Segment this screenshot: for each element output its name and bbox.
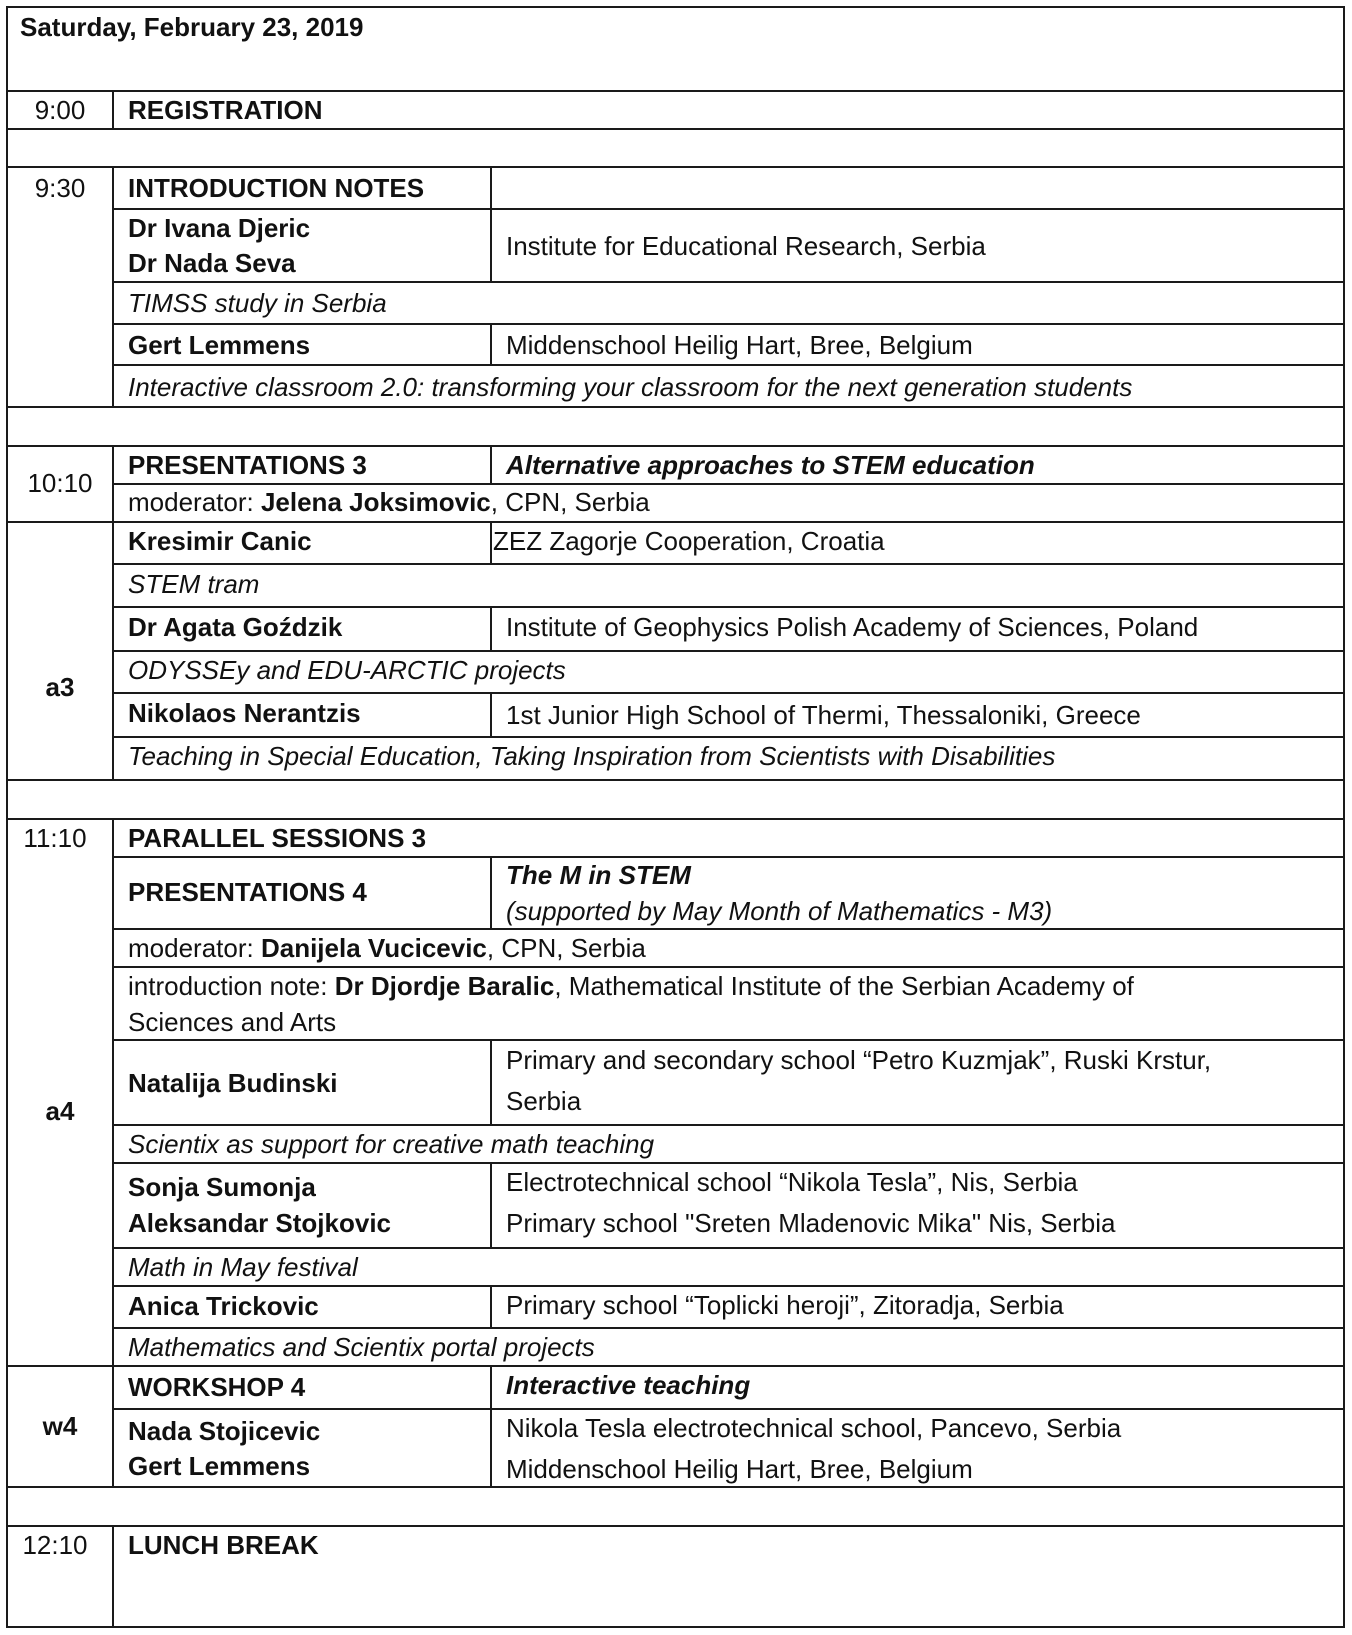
table-rule xyxy=(114,281,1345,283)
speaker-affiliation: ZEZ Zagorje Cooperation, Croatia xyxy=(493,526,885,556)
speaker-name: Sonja Sumonja xyxy=(128,1172,316,1202)
table-rule xyxy=(114,1247,1345,1249)
speaker-name: Gert Lemmens xyxy=(128,1451,311,1481)
speaker-affiliation: Nikola Tesla electrotechnical school, Pancevo, Serbia xyxy=(506,1413,1122,1443)
session-workshop4-title: WORKSHOP 4 xyxy=(128,1372,306,1402)
table-rule xyxy=(114,692,1345,694)
speaker-name: Dr Ivana Djeric xyxy=(128,213,311,243)
speaker-affiliation: 1st Junior High School of Thermi, Thessaloniki, Greece xyxy=(506,700,1141,730)
session-workshop4-theme: Interactive teaching xyxy=(506,1370,751,1400)
table-rule xyxy=(490,692,492,738)
talk-title: Mathematics and Scientix portal projects xyxy=(128,1332,595,1362)
table-rule xyxy=(114,856,1345,858)
table-rule xyxy=(114,1327,1345,1329)
table-rule xyxy=(6,445,1345,447)
room-w4: w4 xyxy=(42,1411,78,1441)
table-rule xyxy=(490,606,492,652)
table-rule xyxy=(6,1365,1345,1367)
intro-note-line-2: Sciences and Arts xyxy=(128,1007,337,1037)
table-rule xyxy=(114,606,1345,608)
speaker-name: Gert Lemmens xyxy=(128,330,311,360)
speaker-name: Natalija Budinski xyxy=(128,1068,338,1098)
moderator-name: Jelena Joksimovic xyxy=(260,487,491,517)
time-registration: 9:00 xyxy=(34,95,86,125)
table-rule xyxy=(490,1039,492,1126)
speaker-name: Dr Agata Goździk xyxy=(128,612,343,642)
speaker-affiliation: Institute for Educational Research, Serbia xyxy=(506,231,986,261)
table-rule xyxy=(112,445,114,781)
intro-note-line xyxy=(128,969,1134,1003)
talk-title: Math in May festival xyxy=(128,1252,358,1282)
table-rule xyxy=(6,521,1345,523)
table-rule xyxy=(6,406,1345,408)
speaker-affiliation: Primary and secondary school “Petro Kuzmjak”, Ruski Krstur, xyxy=(506,1045,1212,1075)
moderator-name: Danijela Vucicevic xyxy=(260,933,487,963)
table-rule xyxy=(114,966,1345,968)
table-rule xyxy=(114,1408,1345,1410)
border-top xyxy=(6,6,1345,8)
talk-title: STEM tram xyxy=(128,569,260,599)
text-segment: moderator: xyxy=(128,933,261,963)
table-rule xyxy=(490,856,492,930)
border-left xyxy=(6,6,8,1628)
page-date: Saturday, February 23, 2019 xyxy=(20,12,364,42)
table-rule xyxy=(114,928,1345,930)
time-parallel: 11:10 xyxy=(23,823,87,853)
table-rule xyxy=(6,818,1345,820)
table-rule xyxy=(490,1162,492,1249)
table-rule xyxy=(114,1162,1345,1164)
speaker-name: Aleksandar Stojkovic xyxy=(128,1208,391,1238)
table-rule xyxy=(112,166,114,408)
moderator-line xyxy=(128,485,650,519)
table-rule xyxy=(114,1124,1345,1126)
talk-title: TIMSS study in Serbia xyxy=(128,288,387,318)
table-rule xyxy=(490,1365,492,1488)
table-rule xyxy=(114,1039,1345,1041)
text-segment: , CPN, Serbia xyxy=(490,487,650,517)
speaker-affiliation: Middenschool Heilig Hart, Bree, Belgium xyxy=(506,330,973,360)
intro-note-name: Dr Djordje Baralic xyxy=(334,971,555,1001)
table-rule xyxy=(112,90,114,130)
session-parallel-title: PARALLEL SESSIONS 3 xyxy=(128,823,427,853)
room-a4: a4 xyxy=(45,1096,75,1126)
table-rule xyxy=(114,364,1345,366)
table-rule xyxy=(6,128,1345,130)
speaker-affiliation: Institute of Geophysics Polish Academy of Sciences, Poland xyxy=(506,612,1199,642)
table-rule xyxy=(6,1525,1345,1527)
table-rule xyxy=(6,166,1345,168)
schedule-table xyxy=(6,6,1345,1628)
time-intro: 9:30 xyxy=(34,173,86,203)
session-registration: REGISTRATION xyxy=(128,95,323,125)
table-rule xyxy=(6,1486,1345,1488)
text-segment: introduction note: xyxy=(128,971,335,1001)
border-bottom xyxy=(6,1626,1345,1628)
speaker-affiliation: Primary school "Sreten Mladenovic Mika" Nis, Serbia xyxy=(506,1208,1116,1238)
table-rule xyxy=(112,818,114,1488)
session-pres3-title: PRESENTATIONS 3 xyxy=(128,450,367,480)
speaker-name: Nikolaos Nerantzis xyxy=(128,698,361,728)
speaker-name: Anica Trickovic xyxy=(128,1291,319,1321)
table-rule xyxy=(6,90,1345,92)
talk-title: ODYSSEy and EDU-ARCTIC projects xyxy=(128,655,566,685)
time-pres3: 10:10 xyxy=(27,468,93,498)
table-rule xyxy=(114,1285,1345,1287)
table-rule xyxy=(490,166,492,283)
text-segment: , Mathematical Institute of the Serbian Academy of xyxy=(554,971,1134,1001)
text-segment: moderator: xyxy=(128,487,261,517)
session-lunch: LUNCH BREAK xyxy=(128,1530,319,1560)
talk-title: Scientix as support for creative math teaching xyxy=(128,1129,655,1159)
table-rule xyxy=(490,521,492,565)
table-rule xyxy=(490,323,492,366)
time-lunch: 12:10 xyxy=(22,1530,88,1560)
table-rule xyxy=(6,779,1345,781)
table-rule xyxy=(114,563,1345,565)
speaker-name: Dr Nada Seva xyxy=(128,248,296,278)
session-pres4-theme: The M in STEM xyxy=(506,860,691,890)
room-a3: a3 xyxy=(45,672,75,702)
speaker-name: Nada Stojicevic xyxy=(128,1416,321,1446)
border-right xyxy=(1343,6,1345,1628)
session-pres4-theme-sub: (supported by May Month of Mathematics - M3) xyxy=(506,896,1053,926)
session-intro-title: INTRODUCTION NOTES xyxy=(128,173,425,203)
speaker-affiliation: Primary school “Toplicki heroji”, Zitoradja, Serbia xyxy=(506,1290,1064,1320)
session-pres4-title: PRESENTATIONS 4 xyxy=(128,877,367,907)
table-rule xyxy=(490,445,492,485)
moderator-line xyxy=(128,931,646,965)
table-rule xyxy=(114,323,1345,325)
table-rule xyxy=(490,1285,492,1329)
text-segment: , CPN, Serbia xyxy=(486,933,646,963)
table-rule xyxy=(114,736,1345,738)
speaker-affiliation: Electrotechnical school “Nikola Tesla”, Nis, Serbia xyxy=(506,1167,1078,1197)
talk-title: Teaching in Special Education, Taking Inspiration from Scientists with Disabilities xyxy=(128,741,1056,771)
table-rule xyxy=(114,208,1345,210)
table-rule xyxy=(114,650,1345,652)
speaker-affiliation: Middenschool Heilig Hart, Bree, Belgium xyxy=(506,1454,973,1484)
speaker-affiliation: Serbia xyxy=(506,1086,582,1116)
session-pres3-theme: Alternative approaches to STEM education xyxy=(506,450,1035,480)
talk-title: Interactive classroom 2.0: transforming your classroom for the next generation students xyxy=(128,372,1133,402)
table-rule xyxy=(112,1525,114,1628)
speaker-name: Kresimir Canic xyxy=(128,526,312,556)
